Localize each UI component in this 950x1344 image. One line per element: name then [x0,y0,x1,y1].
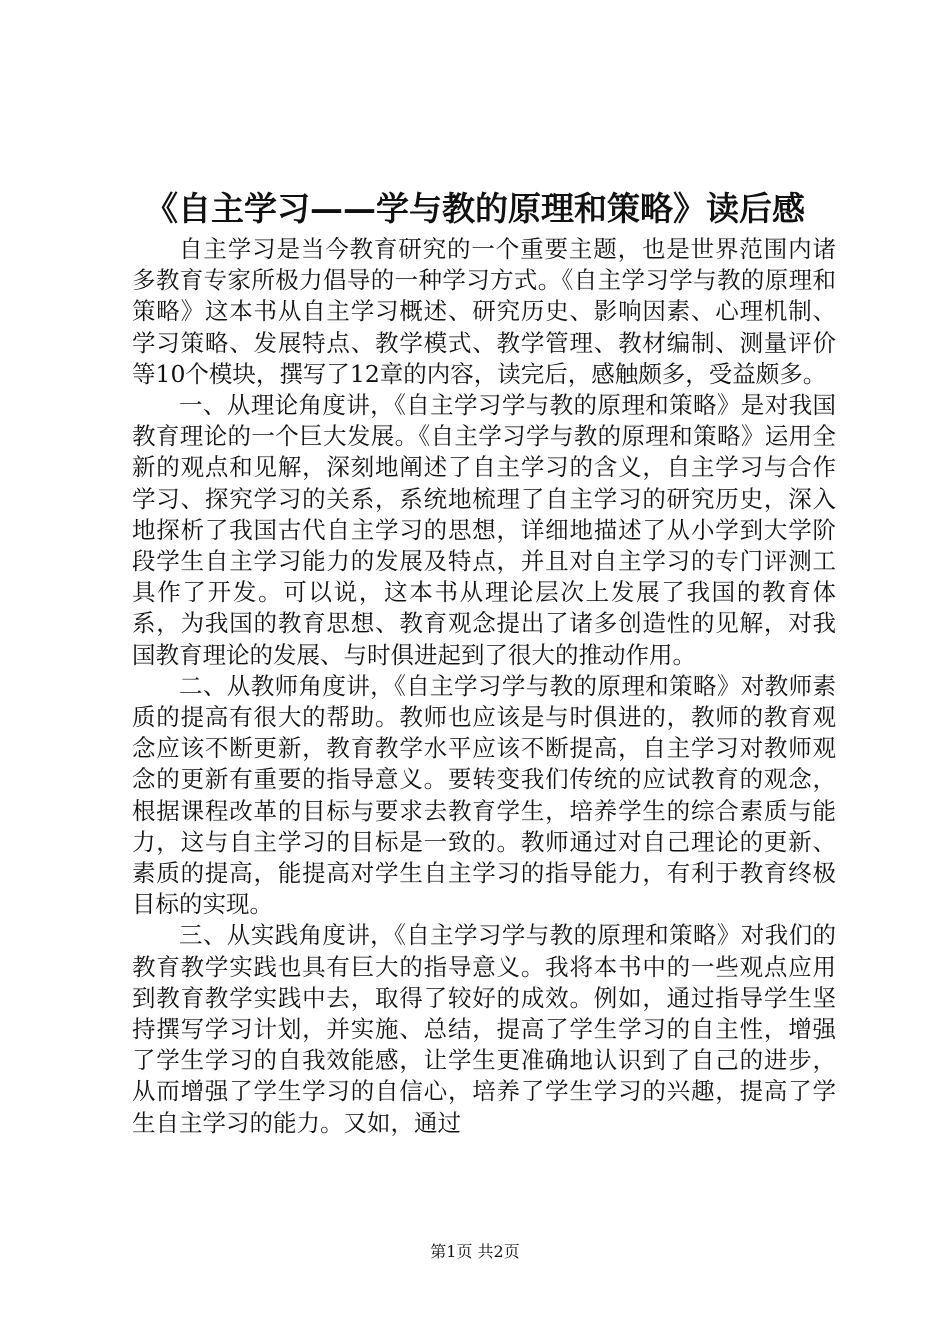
page-number-footer: 第1页 共2页 [430,1242,520,1261]
document-body [132,234,836,1139]
paragraph-intro: 自主学习是当今教育研究的一个重要主题，也是世界范围内诸多教育专家所极力倡导的一种学习方式。《自主学习学与教的原理和策略》这本书从自主学习概述、研究历史、影响因素、心理机制、学习策略、发展特点、教学模式、教学管理、教材编制、测量评价等10个模块，撰写了12章的内容，读完后，感触颇多，受益颇多。 [132,235,836,388]
paragraph-teacher: 二、从教师角度讲，《自主学习学与教的原理和策略》对教师素质的提高有很大的帮助。教师也应该是与时俱进的，教师的教育观念应该不断更新，教育教学水平应该不断提高，自主学习对教师观念的更新有重要的指导意义。要转变我们传统的应试教育的观念，根据课程改革的目标与要求去教育学生，培养学生的综合素质与能力，这与自主学习的目标是一致的。教师通过对自己理论的更新、素质的提高，能提高对学生自主学习的指导能力，有利于教育终极目标的实现。 [132,671,836,919]
paragraph-theory: 一、从理论角度讲，《自主学习学与教的原理和策略》是对我国教育理论的一个巨大发展。《自主学习学与教的原理和策略》运用全新的观点和见解，深刻地阐述了自主学习的含义，自主学习与合作学习、探究学习的关系，系统地梳理了自主学习的研究历史，深入地探析了我国古代自主学习的思想，详细地描述了从小学到大学阶段学生自主学习能力的发展及特点，并且对自主学习的专门评测工具作了开发。可以说，这本书从理论层次上发展了我国的教育体系，为我国的教育思想、教育观念提出了诸多创造性的见解，对我国教育理论的发展、与时俱进起到了很大的推动作用。 [132,391,836,669]
paragraph-practice: 三、从实践角度讲，《自主学习学与教的原理和策略》对我们的教育教学实践也具有巨大的指导意义。我将本书中的一些观点应用到教育教学实践中去，取得了较好的成效。例如，通过指导学生坚持撰写学习计划，并实施、总结，提高了学生学习的自主性，增强了学生学习的自我效能感，让学生更准确地认识到了自己的进步，从而增强了学生学习的自信心，培养了学生学习的兴趣，提高了学生自主学习的能力。又如，通过 [132,921,836,1137]
document-title: 《自主学习——学与教的原理和策略》读后感 [145,189,805,228]
